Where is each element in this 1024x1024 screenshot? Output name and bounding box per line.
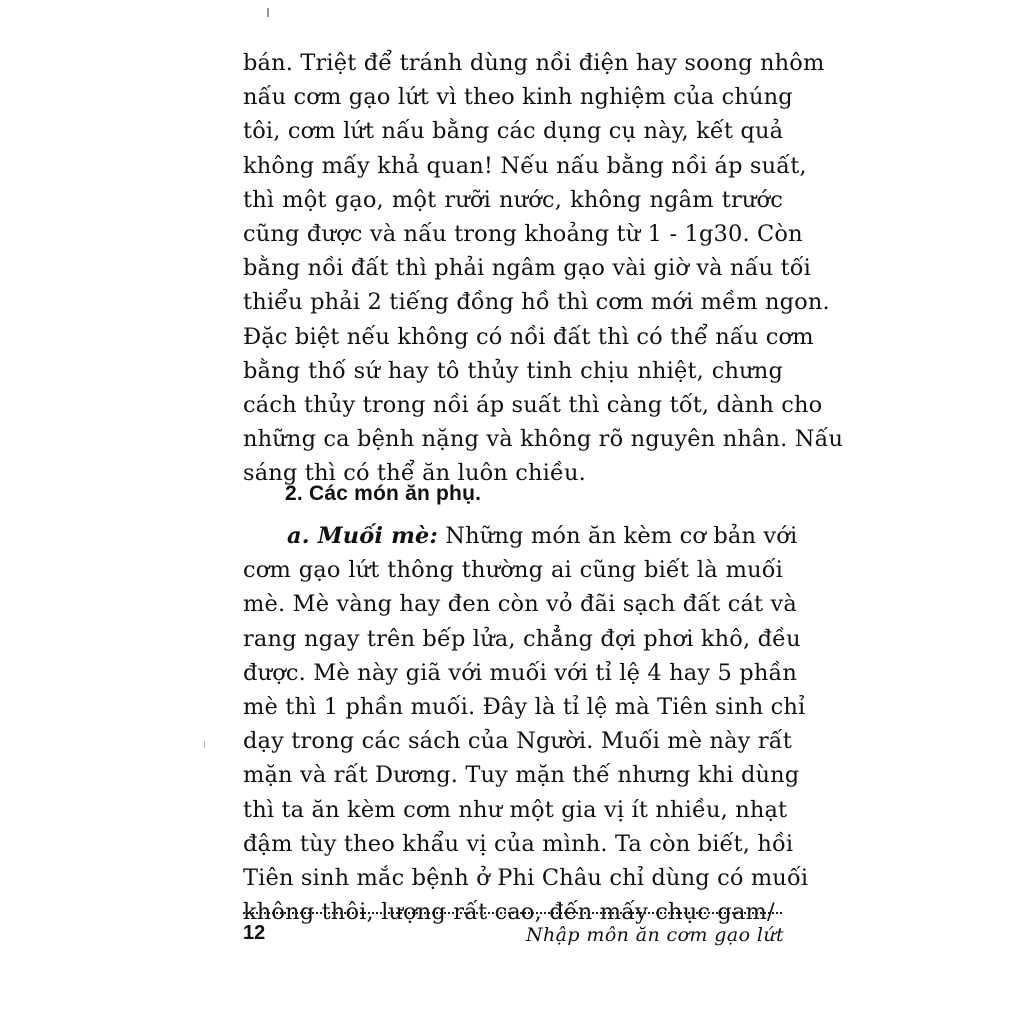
text-line: không thôi, lượng rất cao, đến mấy chục gam/ bbox=[243, 899, 775, 926]
running-title: Nhập môn ăn cơm gạo lứt bbox=[526, 924, 784, 946]
text-line: dạy trong các sách của Người. Muối mè này rất bbox=[243, 728, 792, 755]
text-line: thì một gạo, một rưỡi nước, không ngâm trước bbox=[243, 186, 783, 213]
text-line: thì ta ăn kèm cơm như một gia vị ít nhiều, nhạt bbox=[243, 796, 788, 823]
text-line: không mấy khả quan! Nếu nấu bằng nồi áp suất, bbox=[243, 152, 807, 179]
paragraph-2-first-line bbox=[243, 519, 798, 553]
text-line: bằng thố sứ hay tô thủy tinh chịu nhiệt, chưng bbox=[243, 357, 783, 384]
text-line: đậm tùy theo khẩu vị của mình. Ta còn biết, hồi bbox=[243, 830, 794, 857]
footer-divider bbox=[243, 912, 782, 914]
text-line: mè thì 1 phần muối. Đây là tỉ lệ mà Tiên sinh chỉ bbox=[243, 694, 806, 721]
text-line: thiểu phải 2 tiếng đồng hồ thì cơm mới mềm ngon. bbox=[243, 289, 830, 316]
scan-mark bbox=[204, 741, 205, 748]
text-line: nấu cơm gạo lứt vì theo kinh nghiệm của chúng bbox=[243, 84, 793, 111]
text-line: mè. Mè vàng hay đen còn vỏ đãi sạch đất cát và bbox=[243, 591, 797, 618]
scan-mark bbox=[267, 8, 269, 17]
text-line: cách thủy trong nồi áp suất thì càng tốt, dành cho bbox=[243, 392, 823, 419]
text-line: tôi, cơm lứt nấu bằng các dụng cụ này, kết quả bbox=[243, 118, 784, 145]
text-line: bán. Triệt để tránh dùng nồi điện hay soong nhôm bbox=[243, 50, 825, 76]
text-line: Tiên sinh mắc bệnh ở Phi Châu chỉ dùng có muối bbox=[243, 865, 809, 892]
text-line: rang ngay trên bếp lửa, chẳng đợi phơi khô, đều bbox=[243, 625, 801, 652]
page-number: 12 bbox=[243, 922, 266, 944]
text-line: được. Mè này giã với muối với tỉ lệ 4 hay 5 phần bbox=[243, 659, 798, 686]
text-line: những ca bệnh nặng và không rõ nguyên nhân. Nấu bbox=[243, 426, 844, 453]
paragraph-2 bbox=[243, 519, 809, 929]
text-line: sáng thì có thể ăn luôn chiều. bbox=[243, 460, 586, 487]
section-heading: 2. Các món ăn phụ. bbox=[285, 482, 482, 505]
text-line: mặn và rất Dương. Tuy mặn thế nhưng khi dùng bbox=[243, 762, 800, 789]
text-line: cũng được và nấu trong khoảng từ 1 - 1g30. Còn bbox=[243, 221, 803, 248]
paragraph-1 bbox=[243, 46, 844, 491]
text-line: bằng nồi đất thì phải ngâm gạo vài giờ và nấu tối bbox=[243, 255, 812, 282]
subsection-label: a. Muối mè: bbox=[287, 523, 438, 549]
text-line: Đặc biệt nếu không có nồi đất thì có thể nấu cơm bbox=[243, 323, 814, 350]
paragraph-2-first-line-text: Những món ăn kèm cơ bản với bbox=[437, 523, 798, 549]
text-line: cơm gạo lứt thông thường ai cũng biết là muối bbox=[243, 557, 783, 584]
